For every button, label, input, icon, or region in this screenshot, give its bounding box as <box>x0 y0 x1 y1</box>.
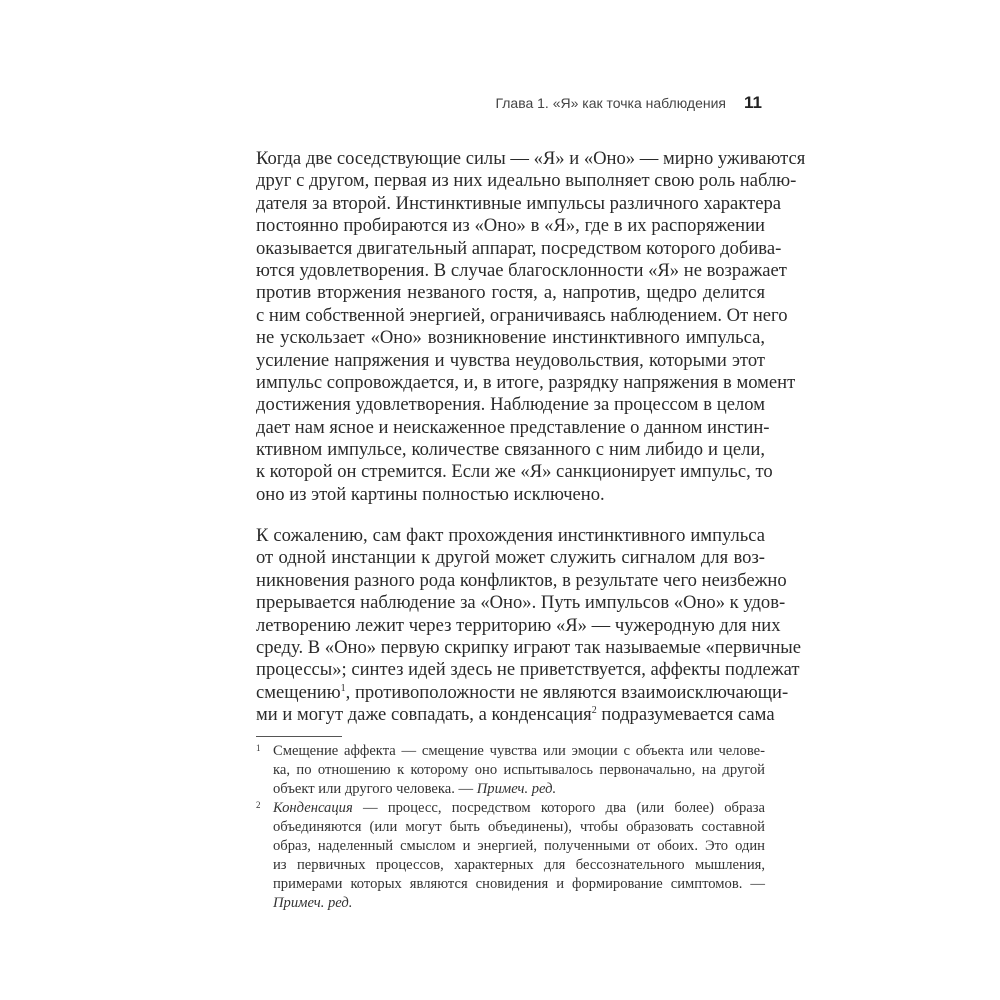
text-line: не ускользает «Оно» возникновение инстинктивного импульса, <box>256 327 765 349</box>
running-title: Глава 1. «Я» как точка наблюдения <box>495 95 727 111</box>
text-line: Когда две соседствующие силы — «Я» и «Оно» — мирно уживаются <box>256 148 806 169</box>
text-line: оказывается двигательный аппарат, посредством которого добива- <box>256 237 782 259</box>
footnote-line <box>256 780 765 799</box>
text-line: усиление напряжения и чувства неудовольствия, которыми этот <box>256 349 765 371</box>
text-line: к которой он стремится. Если же «Я» санкционирует импульс, то <box>256 461 773 483</box>
text-segment: , противоположности не являются взаимоисключающи- <box>345 681 789 703</box>
footnote-line: Смещение аффекта — смещение чувства или эмоции с объекта или челове- 1 <box>256 742 765 761</box>
footnote-reference: 2 <box>591 704 597 716</box>
text-line: достижения удовлетворения. Наблюдение за процессом в целом <box>256 394 765 416</box>
editor-note: Примеч. ред. <box>476 781 557 797</box>
footnote-line: примерами которых являются сновидения и формирование симптомов. — <box>273 876 765 892</box>
text-segment: смещению <box>256 681 341 703</box>
text-line: среду. В «Оно» первую скрипку играют так называемые «первичные <box>256 636 802 658</box>
text-segment: — процесс, посредством которого два (или более) образа <box>352 800 765 816</box>
footnote-mark: 2 <box>256 800 261 810</box>
text-line: с ним собственной энергией, ограничиваясь наблюдением. От него <box>256 304 788 326</box>
text-line: прерывается наблюдение за «Оно». Путь импульсов «Оно» к удов- <box>256 592 786 614</box>
footnote-line: объединяются (или могут быть объединены), чтобы образовать составной <box>273 819 765 835</box>
footnote-line <box>256 799 765 818</box>
footnote-2 <box>256 799 765 913</box>
text-segment: подразумевается сама <box>596 704 775 726</box>
text-line: друг с другом, первая из них идеально выполняет свою роль наблю- <box>256 170 797 192</box>
text-line <box>256 704 775 726</box>
text-line: ктивном импульсе, количестве связанного с ним либидо и цели, <box>256 439 765 461</box>
text-line: оно из этой картины полностью исключено. <box>256 483 605 505</box>
editor-note: Примеч. ред. <box>273 895 353 911</box>
footnote-mark: 1 <box>256 743 261 753</box>
text-line: К сожалению, сам факт прохождения инстинктивного импульса <box>256 525 765 546</box>
term: Конденсация <box>273 800 353 816</box>
text-line: никновения разного рода конфликтов, в результате чего неизбежно <box>256 569 787 591</box>
text-line: против вторжения незваного гостя, а, напротив, щедро делится <box>256 282 765 304</box>
page-number: 11 <box>744 93 762 112</box>
text-line: летворению лежит через территорию «Я» — чужеродную для них <box>256 614 781 636</box>
text-line: процессы»; синтез идей здесь не приветствуется, аффекты подлежат <box>256 659 800 681</box>
paragraph-1 <box>256 148 806 506</box>
text-line: постоянно пробираются из «Оно» в «Я», где в их распоряжении <box>256 215 765 237</box>
running-header <box>495 93 762 113</box>
footnote-reference: 1 <box>340 682 346 694</box>
text-line: импульс сопровождается, и, в итоге, разрядку напряжения в момент <box>256 371 796 393</box>
text-line: дает нам ясное и неискаженное представление о данном инстин- <box>256 416 770 438</box>
footnote-line: из первичных процессов, характерных для бессознательного мышления, <box>273 857 765 873</box>
text-line: ются удовлетворения. В случае благосклонности «Я» не возражает <box>256 259 787 281</box>
footnote-line: ка, по отношению к которому оно испытывалось первоначально, на другой <box>273 762 765 778</box>
text-segment: объект или другого человека. — <box>273 781 477 797</box>
footnote-1 <box>256 742 765 799</box>
text-line: дателя за второй. Инстинктивные импульсы различного характера <box>256 192 782 214</box>
footnote-divider <box>256 736 342 737</box>
footnote-line <box>256 894 765 913</box>
footnote-line: образ, наделенный смыслом и энергией, полученными от обоих. Это один <box>273 838 765 854</box>
text-segment: ми и могут даже совпадать, а конденсация <box>256 704 592 726</box>
paragraph-2 <box>256 525 802 727</box>
text-line <box>256 681 789 704</box>
text-line: от одной инстанции к другой может служить сигналом для воз- <box>256 547 765 569</box>
